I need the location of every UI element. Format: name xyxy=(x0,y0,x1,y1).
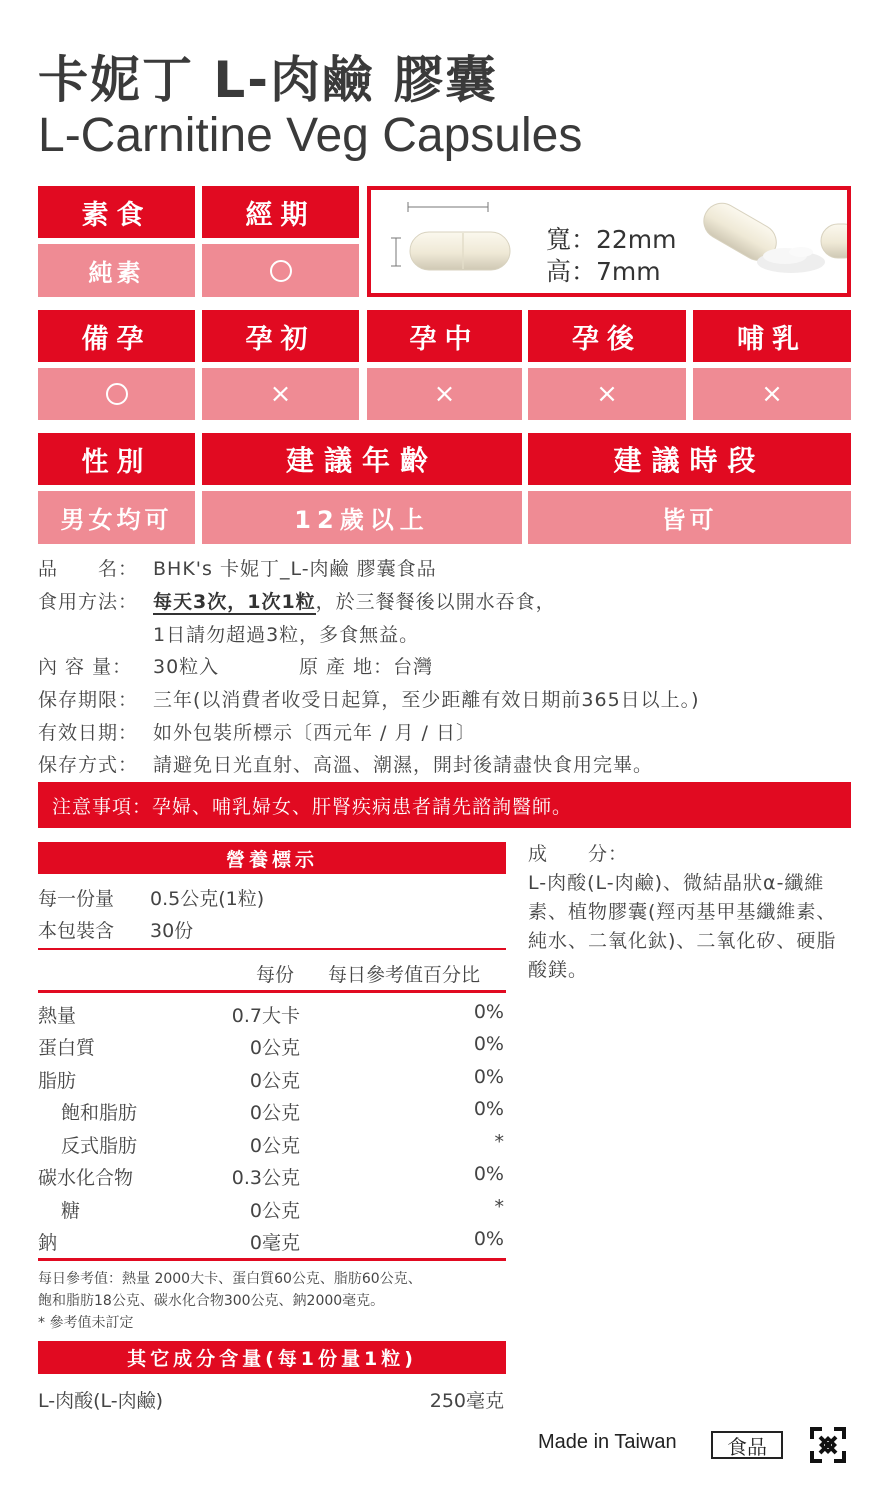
early-pregnancy-value: × xyxy=(202,368,359,420)
content-label: 內 容 量： xyxy=(38,656,133,678)
daily-value-footnote: 每日參考值：熱量 2000大卡、蛋白質60公克、脂肪60公克、 xyxy=(38,1271,422,1287)
late-pregnancy-header: 孕後 xyxy=(528,310,686,362)
nutrient-dv: * xyxy=(494,1131,504,1153)
capsule-height-label: 高：7mm xyxy=(546,257,661,286)
nutrient-dv: 0% xyxy=(473,1228,504,1250)
circle-mark-icon xyxy=(106,383,128,405)
other-ingredient-amount: 250毫克 xyxy=(429,1390,504,1412)
usage-emphasis: 每天3次，1次1粒 xyxy=(153,591,316,613)
nutrient-per: 0.7大卡 xyxy=(231,1005,300,1027)
nutrient-name: 熱量 xyxy=(38,1005,77,1027)
nutrient-dv: 0% xyxy=(473,1033,504,1055)
product-name-row xyxy=(38,554,437,581)
nutrient-name: 蛋白質 xyxy=(38,1037,96,1059)
other-ingredients-title: 其它成分含量(每1份量1粒) xyxy=(38,1341,506,1374)
nutrient-name: 鈉 xyxy=(38,1232,58,1254)
nutrient-name: 反式脂肪 xyxy=(61,1135,138,1157)
expiry-value: 如外包裝所標示〔西元年 / 月 / 日〕 xyxy=(153,722,476,744)
serving-size-value: 0.5公克(1粒) xyxy=(150,888,265,910)
content-row xyxy=(38,652,433,679)
storage-row xyxy=(38,750,653,777)
diet-value: 純素 xyxy=(38,244,195,297)
serving-size-label: 每一份量 xyxy=(38,888,115,910)
breastfeeding-header: 哺乳 xyxy=(693,310,851,362)
origin-value: 台灣 xyxy=(393,656,434,678)
recycle-icon xyxy=(808,1425,848,1465)
pre-pregnancy-value xyxy=(38,368,195,420)
reference-footnote: * 參考值未訂定 xyxy=(38,1315,134,1331)
servings-value: 30份 xyxy=(150,920,194,942)
nutrient-per: 0公克 xyxy=(249,1037,300,1059)
gender-header: 性別 xyxy=(38,433,195,485)
col-per-serving: 每份 xyxy=(256,964,295,986)
mid-pregnancy-header: 孕中 xyxy=(367,310,522,362)
nutrient-per: 0公克 xyxy=(249,1102,300,1124)
nutrient-name: 飽和脂肪 xyxy=(61,1102,138,1124)
daily-value-footnote-2: 飽和脂肪18公克、碳水化合物300公克、鈉2000毫克。 xyxy=(38,1293,385,1309)
storage-label: 保存方式： xyxy=(38,754,139,776)
period-value xyxy=(202,244,359,297)
product-title-zh: 卡妮丁 L-肉鹼 膠囊 xyxy=(38,51,498,109)
early-pregnancy-header: 孕初 xyxy=(202,310,359,362)
nutrient-per: 0公克 xyxy=(249,1135,300,1157)
nutrient-dv: * xyxy=(494,1196,504,1218)
food-badge: 食品 xyxy=(711,1431,783,1459)
nutrient-per: 0公克 xyxy=(249,1070,300,1092)
usage-rest: ，於三餐餐後以開水吞食， xyxy=(315,591,556,613)
capsule-width-label: 寬：22mm xyxy=(546,225,677,254)
nutrition-divider-thick xyxy=(38,990,506,993)
nutrient-per: 0毫克 xyxy=(249,1232,300,1254)
age-value: 12歲以上 xyxy=(202,491,522,544)
storage-value: 請避免日光直射、高溫、潮濕，開封後請盡快食用完畢。 xyxy=(153,754,654,776)
nutrition-title: 營養標示 xyxy=(38,842,506,874)
nutrient-dv: 0% xyxy=(473,1066,504,1088)
product-name-label: 品 名： xyxy=(38,558,139,580)
ingredients-text: L-肉酸(L-肉鹼)、微結晶狀α-纖維素、植物膠囊(羥丙基甲基纖維素、純水、二氧化鈦)、二氧化矽、硬脂酸鎂。 xyxy=(528,872,837,981)
caution-notice: 注意事項：孕婦、哺乳婦女、肝腎疾病患者請先諮詢醫師。 xyxy=(38,782,851,828)
servings-label: 本包裝含 xyxy=(38,920,115,942)
content-value: 30粒入 xyxy=(153,656,220,678)
circle-mark-icon xyxy=(270,260,292,282)
capsule-size-panel xyxy=(367,186,851,297)
origin-label: 原 產 地： xyxy=(299,656,394,678)
nutrient-name: 脂肪 xyxy=(38,1070,77,1092)
nutrient-per: 0.3公克 xyxy=(231,1167,300,1189)
gender-value: 男女均可 xyxy=(38,491,195,544)
breastfeeding-value: × xyxy=(693,368,851,420)
nutrient-name: 糖 xyxy=(61,1200,81,1222)
late-pregnancy-value: × xyxy=(528,368,686,420)
diet-header: 素食 xyxy=(38,186,195,238)
product-name-value: BHK's 卡妮丁_L-肉鹼 膠囊食品 xyxy=(153,558,437,580)
usage-line2: 1日請勿超過3粒，多食無益。 xyxy=(153,624,420,646)
mid-pregnancy-value: × xyxy=(367,368,522,420)
nutrient-dv: 0% xyxy=(473,1098,504,1120)
ingredients-block xyxy=(528,840,854,985)
nutrient-dv: 0% xyxy=(473,1001,504,1023)
made-in-label: Made in Taiwan xyxy=(538,1431,677,1453)
nutrient-name: 碳水化合物 xyxy=(38,1167,134,1189)
col-daily-value: 每日參考值百分比 xyxy=(328,964,481,986)
age-header: 建議年齡 xyxy=(202,433,522,485)
shelf-life-value: 三年(以消費者收受日起算，至少距離有效日期前365日以上。) xyxy=(153,689,700,711)
nutrition-divider-bottom xyxy=(38,1258,506,1261)
time-value: 皆可 xyxy=(528,491,851,544)
ingredients-label: 成 分： xyxy=(528,843,629,865)
shelf-life-label: 保存期限： xyxy=(38,689,139,711)
expiry-label: 有效日期： xyxy=(38,722,139,744)
usage-label: 食用方法： xyxy=(38,591,139,613)
expiry-row xyxy=(38,718,476,745)
product-title-en: L-Carnitine Veg Capsules xyxy=(38,109,583,162)
shelf-life-row xyxy=(38,685,700,712)
usage-row xyxy=(38,587,556,614)
time-header: 建議時段 xyxy=(528,433,851,485)
period-header: 經期 xyxy=(202,186,359,238)
nutrient-dv: 0% xyxy=(473,1163,504,1185)
nutrient-per: 0公克 xyxy=(249,1200,300,1222)
pre-pregnancy-header: 備孕 xyxy=(38,310,195,362)
other-ingredient-name: L-肉酸(L-肉鹼) xyxy=(38,1390,164,1412)
nutrition-divider xyxy=(38,948,506,950)
